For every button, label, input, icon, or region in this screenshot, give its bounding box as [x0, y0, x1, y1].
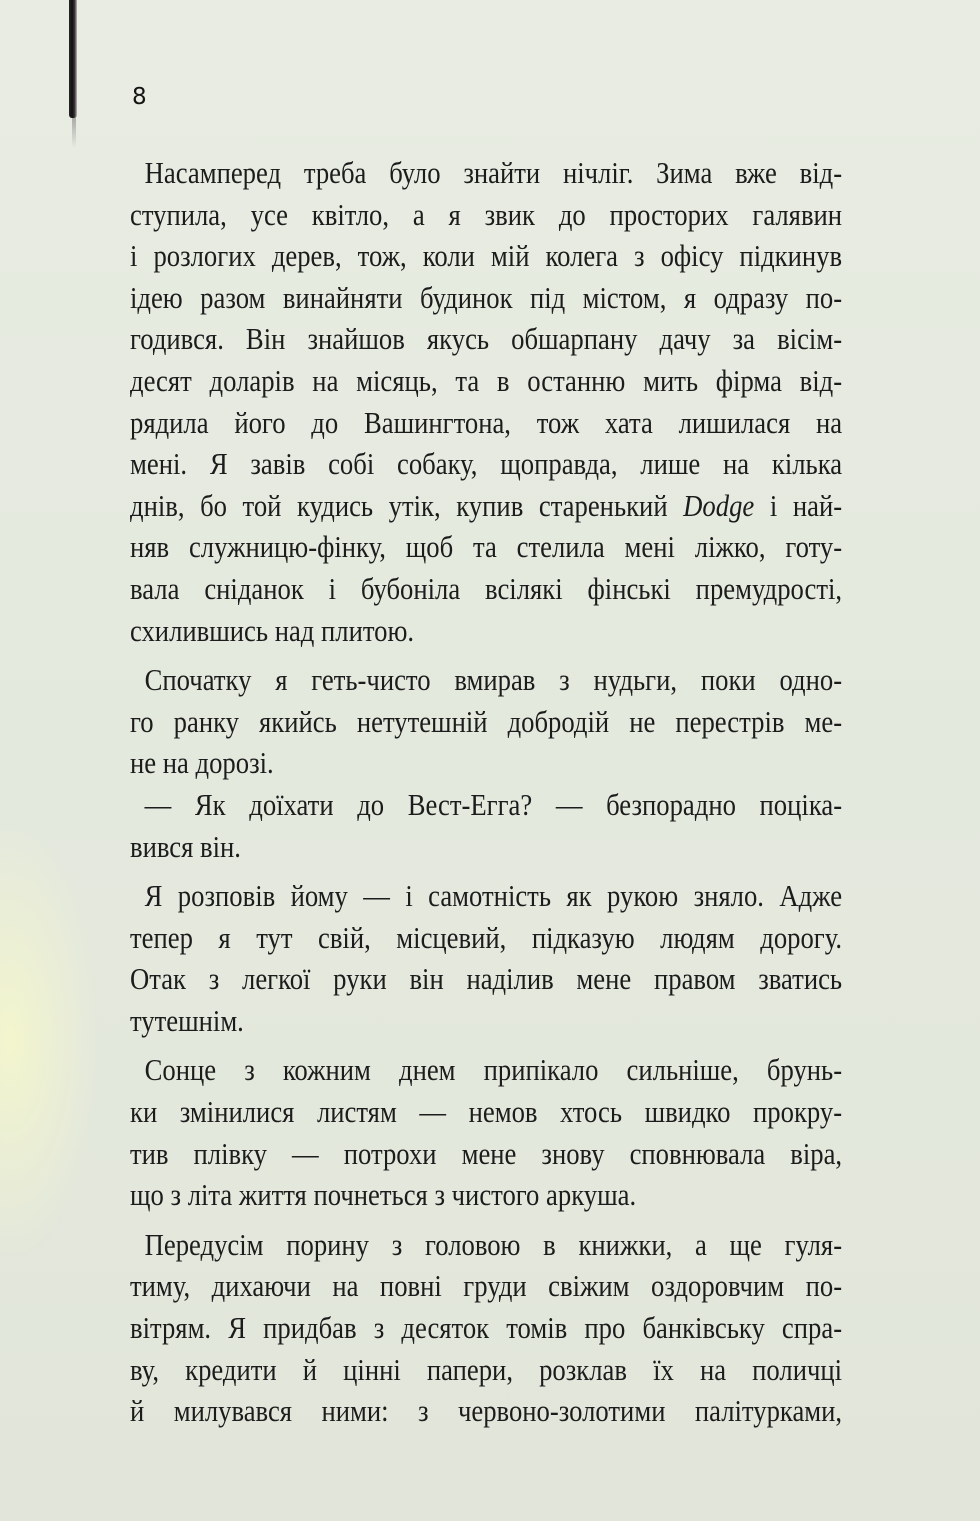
text-line: го ранку якийсь нетутешній добродій не перестрів ме-: [130, 703, 843, 739]
text-line: не на дорозі.: [130, 745, 274, 781]
text-line: тиму, дихаючи на повні груди свіжим оздоровчим по-: [130, 1268, 843, 1304]
text-line: годився. Він знайшов якусь обшарпану дачу за вісім-: [130, 321, 843, 357]
text-line: — Як доїхати до Вест-Егга? — безпорадно поціка-: [144, 786, 843, 822]
page-number: 8: [132, 84, 147, 110]
paragraph-2: [130, 659, 842, 784]
text-line: ідею разом винайняти будинок під містом, я одразу по-: [130, 279, 843, 315]
book-spine-fade: [72, 118, 76, 148]
paragraph-4: [130, 875, 842, 1041]
paragraph-3-dialogue: [130, 784, 842, 867]
body-text: [130, 152, 842, 1432]
text-line: рядила його до Вашингтона, тож хата лишилася на: [130, 404, 843, 440]
text-segment: і най-: [754, 487, 843, 523]
text-line: Я розповів йому — і самотність як рукою зняло. Адже: [144, 878, 843, 914]
paragraph-6: [130, 1224, 842, 1432]
text-line: мені. Я завів собі собаку, щоправда, лише на кілька: [130, 446, 843, 482]
text-line: тив плівку — потрохи мене знову сповнювала віра,: [130, 1135, 843, 1171]
paragraph-5: [130, 1049, 842, 1215]
italic-brand-name: Dodge: [683, 487, 755, 523]
text-line: десят доларів на місяць, та в останню мить фірма від-: [130, 362, 843, 398]
text-line-with-italic: [130, 485, 842, 527]
text-line: тепер я тут свій, місцевий, підказую людям дорогу.: [130, 919, 843, 955]
text-line: вітрям. Я придбав з десяток томів про банківську спра-: [130, 1310, 843, 1346]
text-line: няв служницю-фінку, щоб та стелила мені ліжко, готу-: [130, 529, 843, 565]
paragraph-1: [130, 152, 842, 651]
text-line: тутешнім.: [130, 1002, 244, 1038]
text-line: ву, кредити й цінні папери, розклав їх на поличці: [130, 1351, 843, 1387]
text-line: Передусім порину з головою в книжки, а ще гуля-: [144, 1226, 843, 1262]
text-line: ки змінилися листям — немов хтось швидко прокру-: [130, 1094, 843, 1130]
text-line: і розлогих дерев, тож, коли мій колега з офісу підкинув: [130, 238, 843, 274]
text-line: Насамперед треба було знайти нічліг. Зима вже від-: [144, 155, 843, 190]
text-line: ступила, усе квітло, а я звик до просторих галявин: [130, 196, 843, 232]
text-line: схилившись над плитою.: [130, 612, 415, 648]
text-line: й милувався ними: з червоно-золотими палітурками,: [130, 1393, 843, 1429]
text-line: Сонце з кожним днем припікало сильніше, брунь-: [144, 1052, 843, 1088]
text-line: вився він.: [130, 828, 241, 864]
book-spine-shadow: [69, 0, 77, 118]
text-segment: днів, бо той кудись утік, купив старенький: [130, 487, 684, 523]
text-line: вала сніданок і бубоніла всілякі фінські премудрості,: [130, 570, 843, 606]
text-line: Спочатку я геть-чисто вмирав з нудьги, поки одно-: [144, 662, 843, 698]
text-line: Отак з легкої руки він наділив мене правом зватись: [130, 961, 843, 997]
text-line: що з літа життя почнеться з чистого аркуша.: [130, 1177, 637, 1213]
